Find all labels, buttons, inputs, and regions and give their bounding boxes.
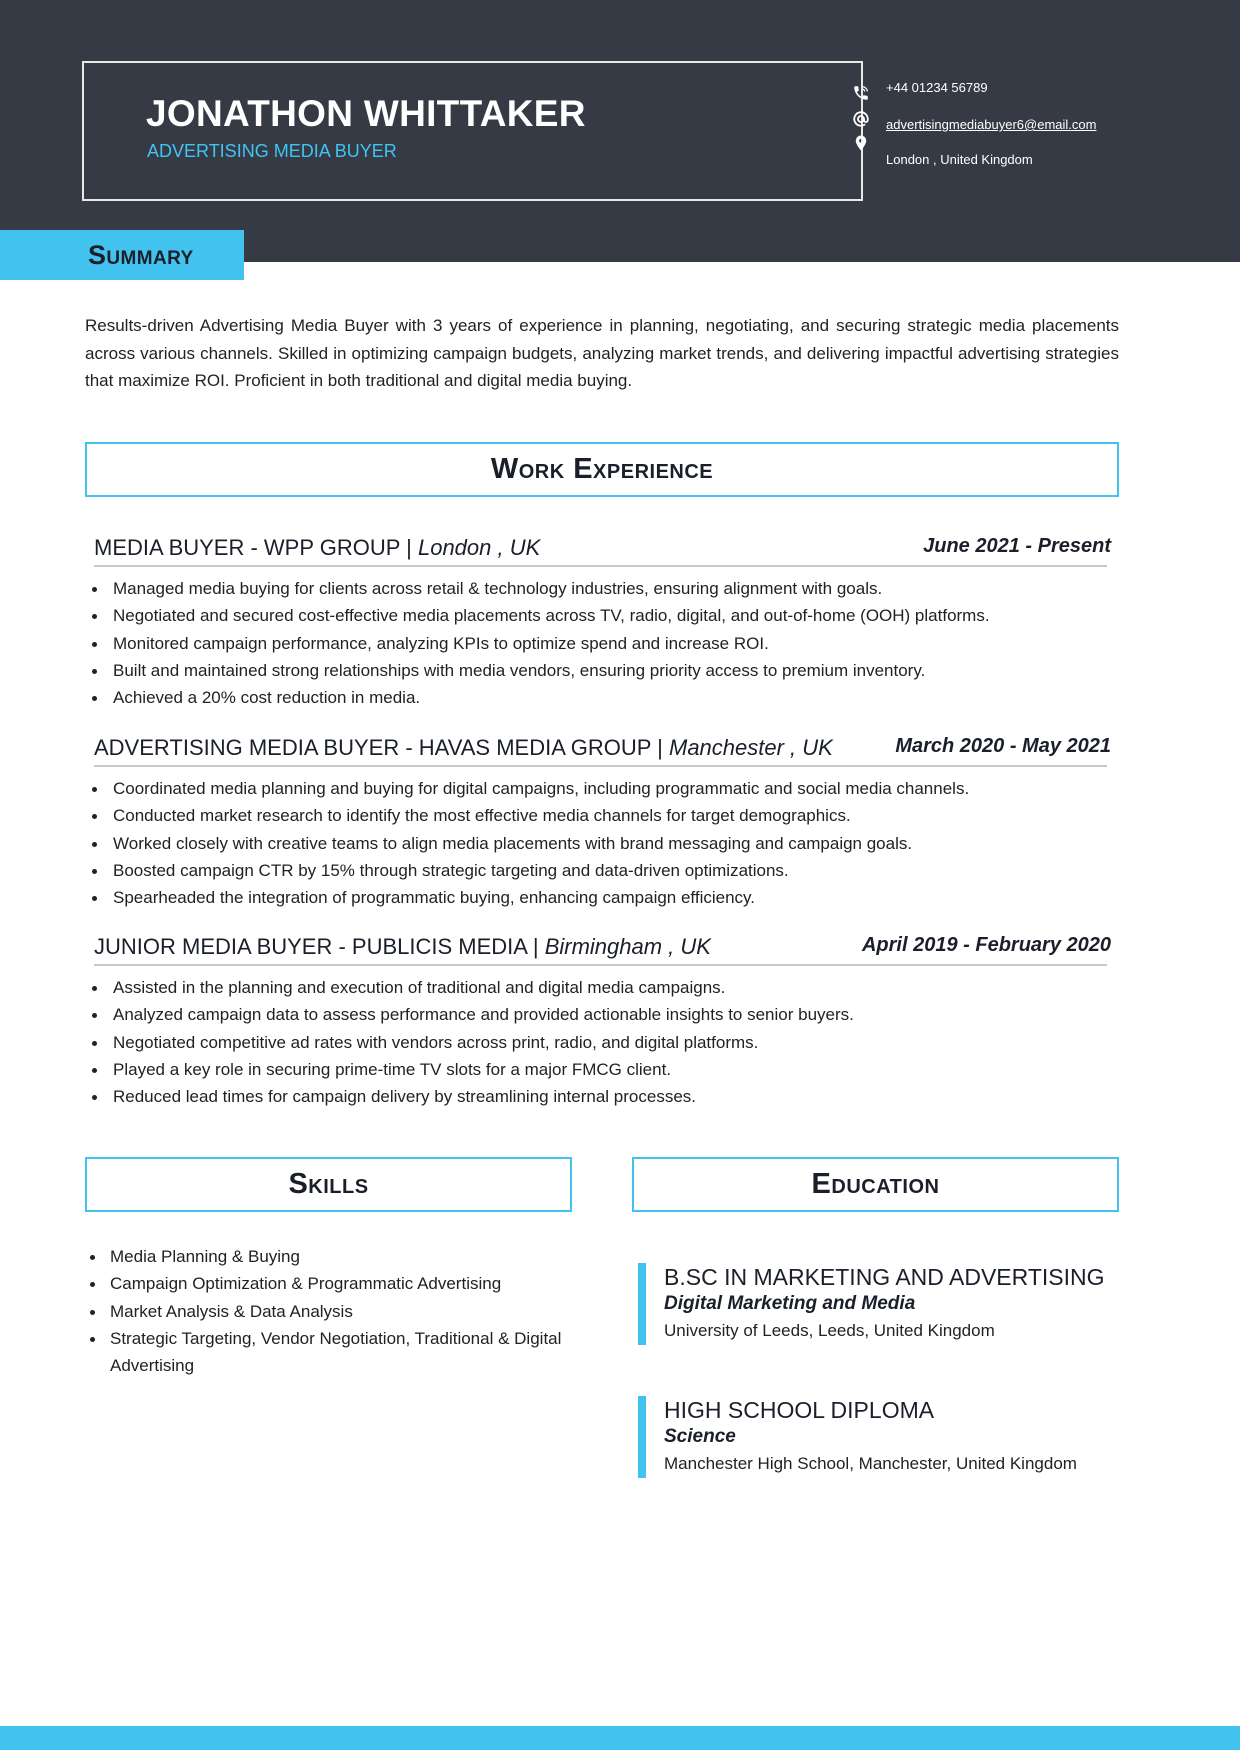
job-header (94, 930, 1111, 966)
job-bullet: Achieved a 20% cost reduction in media. (85, 684, 1120, 711)
job-bullet: Reduced lead times for campaign delivery by streamlining internal processes. (85, 1083, 1120, 1110)
edu-degree: B.SC IN MARKETING AND ADVERTISING (664, 1264, 1105, 1290)
job-title-text: JUNIOR MEDIA BUYER - PUBLICIS MEDIA | (94, 934, 545, 959)
job-bullet: Monitored campaign performance, analyzing KPIs to optimize spend and increase ROI. (85, 630, 1120, 657)
work-experience-heading: Work Experience (490, 453, 714, 485)
skill-item: Media Planning & Buying (85, 1243, 565, 1270)
job-header (94, 731, 1111, 767)
edu-field: Digital Marketing and Media (664, 1293, 916, 1314)
job-bullet: Boosted campaign CTR by 15% through strategic targeting and data-driven optimizations. (85, 857, 1120, 884)
job-bullet: Worked closely with creative teams to align media placements with brand messaging and campaign goals. (85, 830, 1120, 857)
skills-header (85, 1157, 572, 1212)
contact-email[interactable]: advertisingmediabuyer6@email.com (886, 117, 1097, 132)
job-dates: April 2019 - February 2020 (861, 934, 1111, 956)
skill-item: Market Analysis & Data Analysis (85, 1298, 565, 1325)
work-experience-header (85, 442, 1119, 497)
summary-text: Results-driven Advertising Media Buyer with 3 years of experience in planning, negotiating, and securing strategic media placements across various channels. Skilled in optimizing campaign budgets, analyzing market trends, and delivering impactful advertising strategies that maximize ROI. Proficient in both traditional and digital media buying. (85, 316, 1119, 390)
job-bullet: Spearheaded the integration of programmatic buying, enhancing campaign efficiency. (85, 884, 1120, 911)
job-location: London , UK (417, 535, 541, 560)
job-dates: June 2021 - Present (923, 535, 1111, 557)
phone-icon (852, 84, 870, 102)
job-bullets (85, 575, 1120, 711)
job-bullet: Managed media buying for clients across retail & technology industries, ensuring alignment with goals. (85, 575, 1120, 602)
edu-school: Manchester High School, Manchester, United Kingdom (664, 1454, 1077, 1473)
footer-bar (0, 1726, 1240, 1750)
job-title-text: ADVERTISING MEDIA BUYER - HAVAS MEDIA GROUP | (94, 735, 669, 760)
job-bullet: Built and maintained strong relationships with media vendors, ensuring priority access to premium inventory. (85, 657, 1120, 684)
skill-item: Campaign Optimization & Programmatic Advertising (85, 1270, 565, 1297)
job-bullet: Analyzed campaign data to assess performance and provided actionable insights to senior buyers. (85, 1001, 1120, 1028)
job-location: Birmingham , UK (544, 934, 711, 959)
contact-phone: +44 01234 56789 (886, 80, 988, 95)
education-heading: Education (811, 1168, 940, 1200)
job-title (94, 735, 833, 761)
edu-degree: HIGH SCHOOL DIPLOMA (664, 1397, 935, 1423)
job-bullets (85, 974, 1120, 1110)
edu-school: University of Leeds, Leeds, United Kingdom (664, 1321, 995, 1340)
edu-field: Science (664, 1426, 736, 1447)
job-bullet: Coordinated media planning and buying for digital campaigns, including programmatic and social media channels. (85, 775, 1120, 802)
summary-heading: Summary (88, 240, 194, 270)
job-header (94, 531, 1111, 567)
job-bullets (85, 775, 1120, 911)
summary-tab (0, 230, 244, 280)
education-header (632, 1157, 1119, 1212)
name-frame (82, 61, 863, 201)
location-pin-icon (852, 134, 870, 152)
job-bullet: Negotiated competitive ad rates with vendors across print, radio, and digital platforms. (85, 1029, 1120, 1056)
education-entry (638, 1396, 1098, 1478)
at-icon (852, 110, 870, 128)
candidate-role: ADVERTISING MEDIA BUYER (147, 141, 397, 161)
job-bullet: Conducted market research to identify the most effective media channels for target demographics. (85, 802, 1120, 829)
job-title-text: MEDIA BUYER - WPP GROUP | (94, 535, 418, 560)
contact-location: London , United Kingdom (886, 152, 1033, 167)
job-title (94, 535, 540, 561)
job-location: Manchester , UK (669, 735, 833, 760)
education-entry (638, 1263, 1105, 1345)
job-entry (85, 930, 1120, 1110)
candidate-name: JONATHON WHITTAKER (146, 93, 586, 134)
job-dates: March 2020 - May 2021 (895, 735, 1111, 757)
header-band (0, 0, 1240, 262)
skill-item: Strategic Targeting, Vendor Negotiation, Traditional & Digital Advertising (85, 1325, 565, 1380)
job-bullet: Negotiated and secured cost-effective media placements across TV, radio, digital, and out-of-home (OOH) platforms. (85, 602, 1120, 629)
job-bullet: Played a key role in securing prime-time TV slots for a major FMCG client. (85, 1056, 1120, 1083)
job-bullet: Assisted in the planning and execution of traditional and digital media campaigns. (85, 974, 1120, 1001)
skills-list (85, 1243, 565, 1379)
job-title (94, 934, 711, 960)
job-entry (85, 731, 1120, 911)
job-entry (85, 531, 1120, 711)
skills-heading: Skills (288, 1168, 369, 1200)
